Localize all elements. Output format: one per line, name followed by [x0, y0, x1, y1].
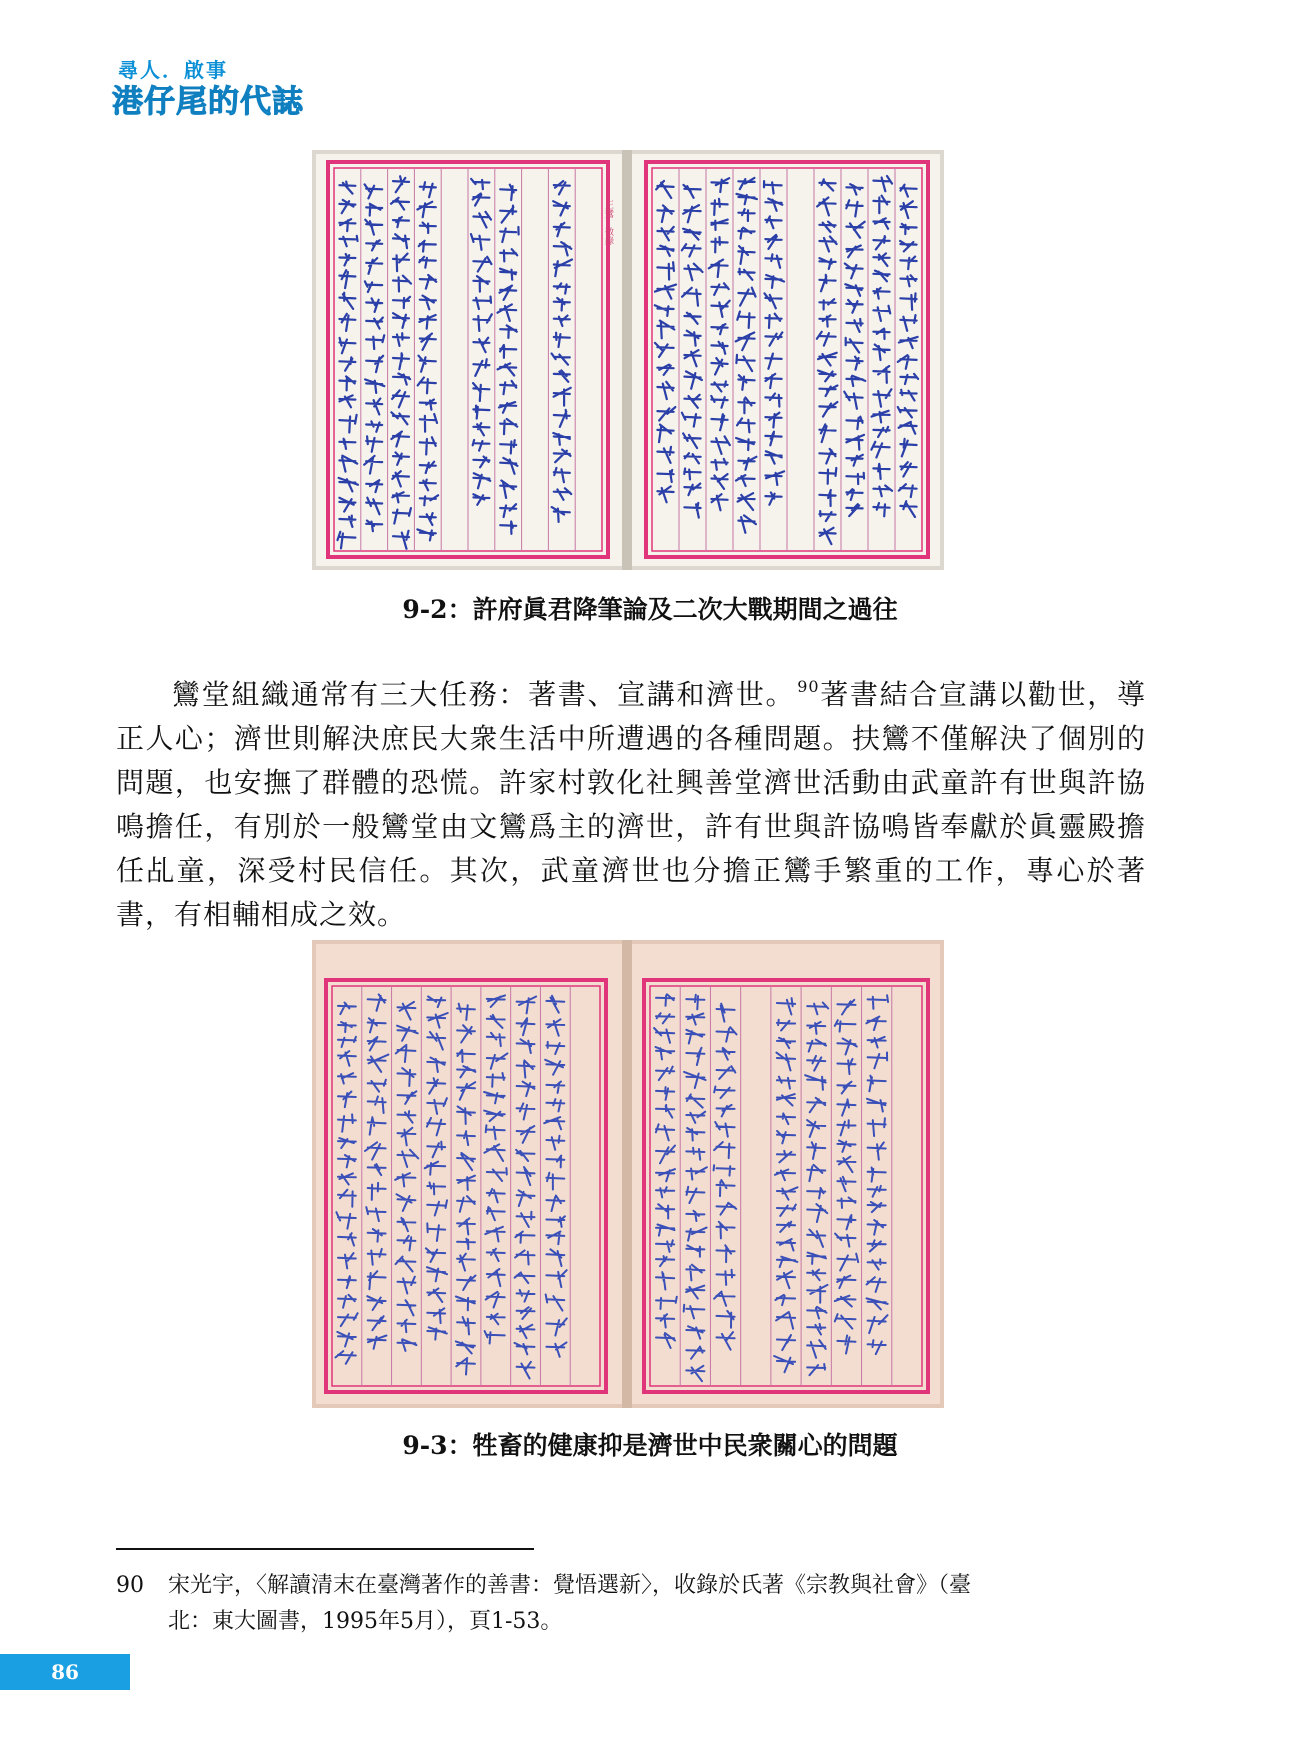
page-number: 86: [51, 1660, 79, 1684]
body-paragraph: [116, 665, 1146, 937]
footnote-number: 90: [116, 1573, 144, 1598]
body-text-part2: 著書結合宣講以勸世，導正人心；濟世則解決庶民大衆生活中所遭遇的各種問題。扶鸞不僅解決了個別的問題，也安撫了群體的恐慌。許家村敦化社興善堂濟世活動由武童許有世與許協鳴擔任，有別於一般鸞堂由文鸞爲主的濟世，許有世與許協鳴皆奉獻於眞靈殿擔任乩童，深受村民信任。其次，武童濟世也分擔正鸞手繁重的工作，專心於著書，有相輔相成之效。: [116, 678, 1146, 931]
footnote-line-2: 北：東大圖書，1995年5月），頁1-53。: [168, 1609, 563, 1634]
logo-title: 港仔尾的代誌: [112, 84, 304, 120]
margin-label: 正鸞 敬錄: [603, 200, 613, 245]
publication-logo: [112, 54, 372, 120]
footnote-reference[interactable]: 90: [797, 677, 820, 696]
body-text-part1: 鸞堂組織通常有三大任務：著書、宣講和濟世。: [172, 678, 796, 711]
figure-caption-9-2: 9-2：許府眞君降筆論及二次大戰期間之過往: [402, 595, 898, 624]
footnote-divider: [116, 1548, 534, 1550]
page-number-tab: [0, 1654, 130, 1690]
footnote-line-1: 宋光宇，〈解讀清末在臺灣著作的善書：覺悟選新〉，收錄於氏著《宗教與社會》（臺: [168, 1573, 972, 1598]
footnote: [116, 1568, 1146, 1640]
manuscript-photo-9-2: [312, 150, 944, 570]
figure-caption-9-3: 9-3：牲畜的健康抑是濟世中民衆關心的問題: [402, 1431, 898, 1460]
manuscript-photo-9-3: [312, 940, 944, 1408]
logo-subtitle: 尋人．啟事: [118, 58, 228, 82]
